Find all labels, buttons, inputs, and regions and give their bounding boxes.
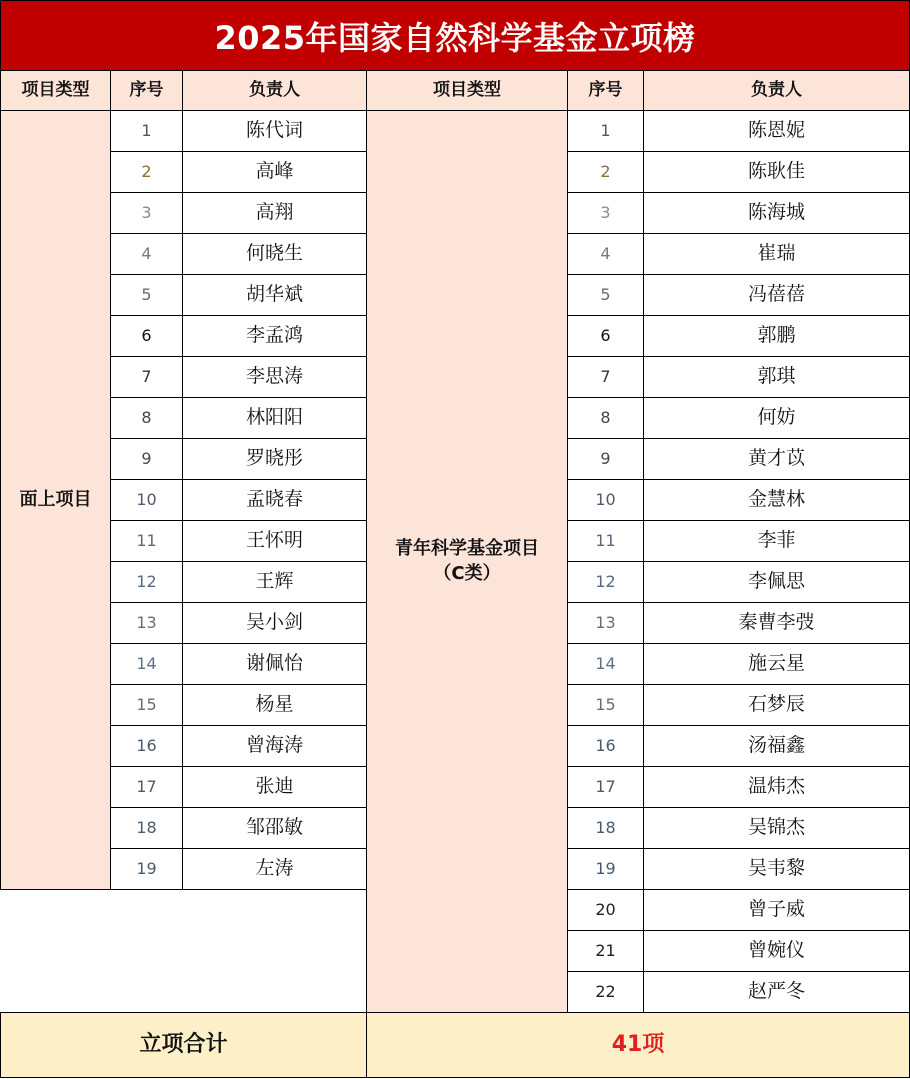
left-row-name: 曾海涛 bbox=[183, 726, 367, 767]
right-row-name: 施云星 bbox=[644, 644, 910, 685]
header-person-right: 负责人 bbox=[644, 71, 910, 111]
left-row-seq: 15 bbox=[111, 685, 183, 726]
left-row-name: 罗晓彤 bbox=[183, 439, 367, 480]
right-row-name: 李菲 bbox=[644, 521, 910, 562]
right-row-seq: 1 bbox=[568, 111, 644, 152]
left-row-name: 陈代词 bbox=[183, 111, 367, 152]
left-row-name: 王怀明 bbox=[183, 521, 367, 562]
left-row-seq: 17 bbox=[111, 767, 183, 808]
left-row-name: 孟晓春 bbox=[183, 480, 367, 521]
right-row-name: 汤福鑫 bbox=[644, 726, 910, 767]
right-row-seq: 11 bbox=[568, 521, 644, 562]
left-row-name: 何晓生 bbox=[183, 234, 367, 275]
right-row-name: 秦曹李弢 bbox=[644, 603, 910, 644]
right-row-seq: 8 bbox=[568, 398, 644, 439]
left-row-name: 王辉 bbox=[183, 562, 367, 603]
right-group-type: 青年科学基金项目 （C类） bbox=[367, 111, 568, 1013]
right-row-name: 崔瑞 bbox=[644, 234, 910, 275]
right-row-seq: 10 bbox=[568, 480, 644, 521]
left-row-name: 林阳阳 bbox=[183, 398, 367, 439]
left-row-name: 高峰 bbox=[183, 152, 367, 193]
right-row-name: 石梦辰 bbox=[644, 685, 910, 726]
header-seq-right: 序号 bbox=[568, 71, 644, 111]
left-row-name: 左涛 bbox=[183, 849, 367, 890]
left-row-seq: 8 bbox=[111, 398, 183, 439]
right-row-name: 郭鹏 bbox=[644, 316, 910, 357]
right-row-name: 金慧林 bbox=[644, 480, 910, 521]
left-row-name: 李孟鸿 bbox=[183, 316, 367, 357]
right-row-seq: 15 bbox=[568, 685, 644, 726]
right-row-name: 何妨 bbox=[644, 398, 910, 439]
right-row-seq: 4 bbox=[568, 234, 644, 275]
left-row-seq: 16 bbox=[111, 726, 183, 767]
left-row-seq: 9 bbox=[111, 439, 183, 480]
right-row-seq: 12 bbox=[568, 562, 644, 603]
left-row-seq: 11 bbox=[111, 521, 183, 562]
right-row-seq: 17 bbox=[568, 767, 644, 808]
left-row-seq: 4 bbox=[111, 234, 183, 275]
left-row-name: 谢佩怡 bbox=[183, 644, 367, 685]
right-row-name: 陈耿佳 bbox=[644, 152, 910, 193]
right-row-seq: 21 bbox=[568, 931, 644, 972]
left-row-seq: 19 bbox=[111, 849, 183, 890]
left-row-seq: 6 bbox=[111, 316, 183, 357]
right-row-seq: 6 bbox=[568, 316, 644, 357]
left-row-name: 杨星 bbox=[183, 685, 367, 726]
right-row-name: 冯蓓蓓 bbox=[644, 275, 910, 316]
right-row-name: 吴韦黎 bbox=[644, 849, 910, 890]
right-row-seq: 5 bbox=[568, 275, 644, 316]
left-row-seq: 14 bbox=[111, 644, 183, 685]
left-row-seq: 10 bbox=[111, 480, 183, 521]
right-row-seq: 9 bbox=[568, 439, 644, 480]
right-row-seq: 14 bbox=[568, 644, 644, 685]
right-row-name: 曾子威 bbox=[644, 890, 910, 931]
left-row-seq: 13 bbox=[111, 603, 183, 644]
left-row-seq: 18 bbox=[111, 808, 183, 849]
header-seq-left: 序号 bbox=[111, 71, 183, 111]
left-row-name: 邹邵敏 bbox=[183, 808, 367, 849]
right-row-seq: 18 bbox=[568, 808, 644, 849]
right-row-seq: 22 bbox=[568, 972, 644, 1013]
header-type-left: 项目类型 bbox=[0, 71, 111, 111]
total-value: 41项 bbox=[367, 1013, 910, 1078]
right-row-name: 郭琪 bbox=[644, 357, 910, 398]
right-row-seq: 16 bbox=[568, 726, 644, 767]
left-row-seq: 5 bbox=[111, 275, 183, 316]
right-row-seq: 2 bbox=[568, 152, 644, 193]
left-row-seq: 2 bbox=[111, 152, 183, 193]
left-row-name: 吴小剑 bbox=[183, 603, 367, 644]
left-group-type: 面上项目 bbox=[0, 111, 111, 890]
total-label: 立项合计 bbox=[0, 1013, 367, 1078]
left-row-seq: 1 bbox=[111, 111, 183, 152]
header-type-right: 项目类型 bbox=[367, 71, 568, 111]
right-row-name: 李佩思 bbox=[644, 562, 910, 603]
left-row-seq: 3 bbox=[111, 193, 183, 234]
right-row-seq: 7 bbox=[568, 357, 644, 398]
left-row-name: 高翔 bbox=[183, 193, 367, 234]
right-row-name: 黄才苡 bbox=[644, 439, 910, 480]
right-row-name: 吴锦杰 bbox=[644, 808, 910, 849]
header-person-left: 负责人 bbox=[183, 71, 367, 111]
ranking-table bbox=[0, 71, 910, 1079]
left-row-seq: 12 bbox=[111, 562, 183, 603]
right-row-name: 陈恩妮 bbox=[644, 111, 910, 152]
right-row-name: 陈海城 bbox=[644, 193, 910, 234]
left-row-name: 张迪 bbox=[183, 767, 367, 808]
right-row-seq: 19 bbox=[568, 849, 644, 890]
page-title: 2025年国家自然科学基金立项榜 bbox=[0, 0, 910, 71]
right-row-seq: 13 bbox=[568, 603, 644, 644]
left-row-seq: 7 bbox=[111, 357, 183, 398]
right-row-name: 赵严冬 bbox=[644, 972, 910, 1013]
right-row-seq: 20 bbox=[568, 890, 644, 931]
right-row-name: 温炜杰 bbox=[644, 767, 910, 808]
right-row-seq: 3 bbox=[568, 193, 644, 234]
empty-area bbox=[0, 890, 367, 1013]
left-row-name: 胡华斌 bbox=[183, 275, 367, 316]
left-row-name: 李思涛 bbox=[183, 357, 367, 398]
right-row-name: 曾婉仪 bbox=[644, 931, 910, 972]
